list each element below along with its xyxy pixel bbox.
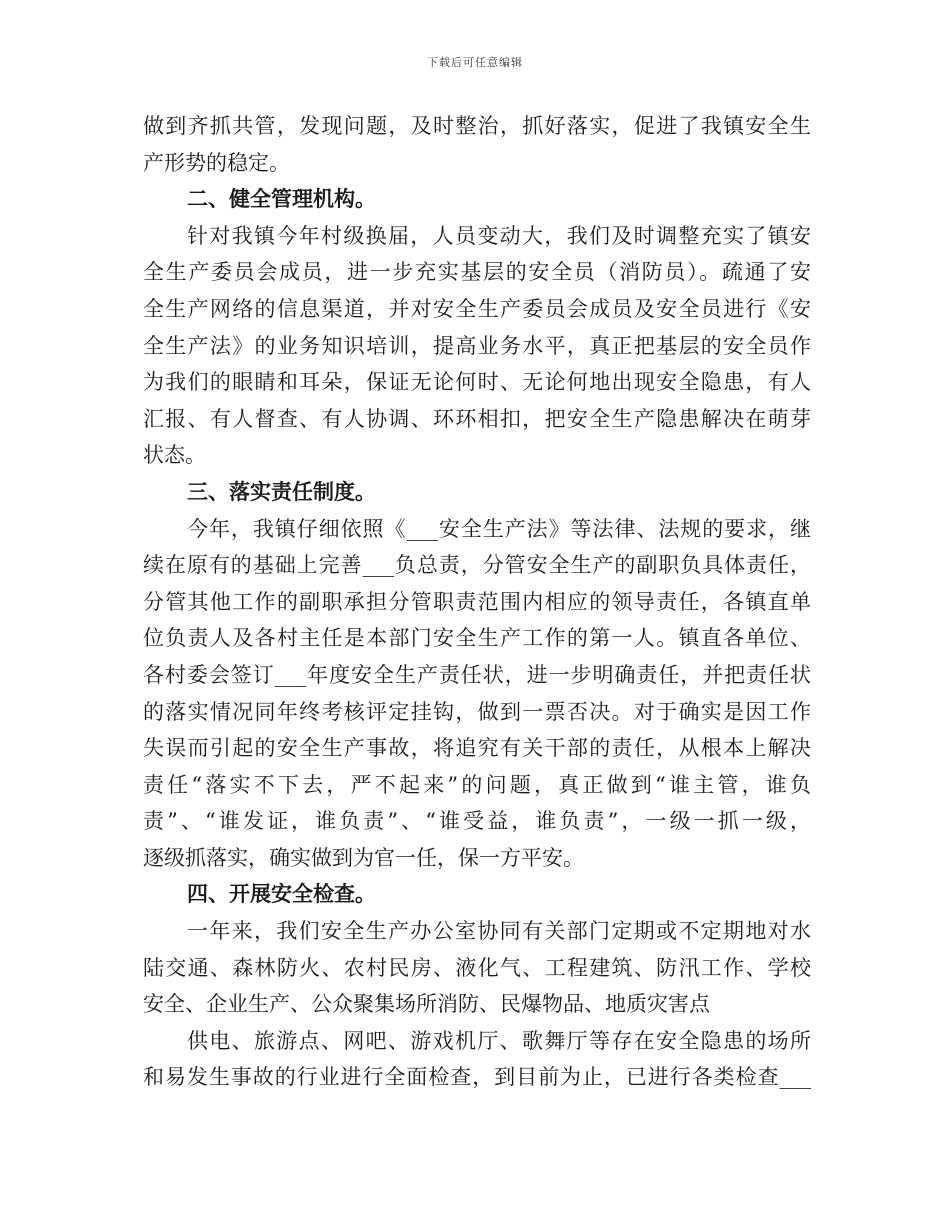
text-line: 针对我镇今年村级换届，人员变动大，我们及时调整充实了镇安 [187, 223, 811, 248]
text-line: 的落实情况同年终考核评定挂钩，做到一票否决。对于确实是因工作 [143, 699, 811, 724]
text-line: 安全、企业生产、公众聚集场所消防、民爆物品、地质灾害点 [143, 992, 710, 1017]
document-body [143, 108, 811, 1096]
section-heading: 二、健全管理机构。 [187, 186, 376, 212]
text-line: 责”、“谁发证，谁负责”、“谁受益，谁负责”，一级一抓一级， [143, 809, 811, 834]
page-header: 下载后可任意编辑 [427, 56, 523, 69]
text-line: 产形势的稳定。 [143, 150, 290, 175]
text-line: 状态。 [143, 443, 206, 468]
text-line: 各村委会签订___年度安全生产责任状，进一步明确责任，并把责任状 [143, 662, 811, 687]
text-line: 逐级抓落实，确实做到为官一任，保一方平安。 [143, 845, 584, 870]
text-line: 做到齐抓共管，发现问题，及时整治，抓好落实，促进了我镇安全生 [143, 114, 811, 138]
section-heading: 三、落实责任制度。 [187, 478, 376, 504]
text-line: 供电、旅游点、网吧、游戏机厅、歌舞厅等存在安全隐患的场所 [187, 1028, 811, 1053]
text-line: 为我们的眼睛和耳朵，保证无论何时、无论何地出现安全隐患，有人 [143, 370, 811, 395]
text-line: 全生产委员会成员，进一步充实基层的安全员（消防员）。疏通了安 [143, 260, 811, 285]
text-line: 分管其他工作的副职承担分管职责范围内相应的领导责任，各镇直单 [143, 589, 811, 614]
text-line: 今年，我镇仔细依照《___安全生产法》等法律、法规的要求，继 [187, 516, 811, 541]
text-line: 一年来，我们安全生产办公室协同有关部门定期或不定期地对水 [187, 919, 811, 944]
text-line: 续在原有的基础上完善___负总责，分管安全生产的副职负具体责任， [143, 553, 811, 578]
text-line: 位负责人及各村主任是本部门安全生产工作的第一人。镇直各单位、 [143, 626, 811, 651]
text-line: 责任“落实不下去，严不起来”的问题，真正做到“谁主管，谁负 [143, 772, 811, 797]
text-line: 失误而引起的安全生产事故，将追究有关干部的责任，从根本上解决 [143, 736, 811, 761]
text-line: 和易发生事故的行业进行全面检查，到目前为止，已进行各类检查___ [143, 1065, 811, 1090]
text-line: 陆交通、森林防火、农村民房、液化气、工程建筑、防汛工作、学校 [143, 955, 811, 980]
text-line: 全生产网络的信息渠道，并对安全生产委员会成员及安全员进行《安 [143, 296, 811, 321]
section-heading: 四、开展安全检查。 [187, 881, 376, 907]
text-line: 全生产法》的业务知识培训，提高业务水平，真正把基层的安全员作 [143, 333, 811, 358]
text-line: 汇报、有人督查、有人协调、环环相扣，把安全生产隐患解决在萌芽 [143, 406, 811, 431]
